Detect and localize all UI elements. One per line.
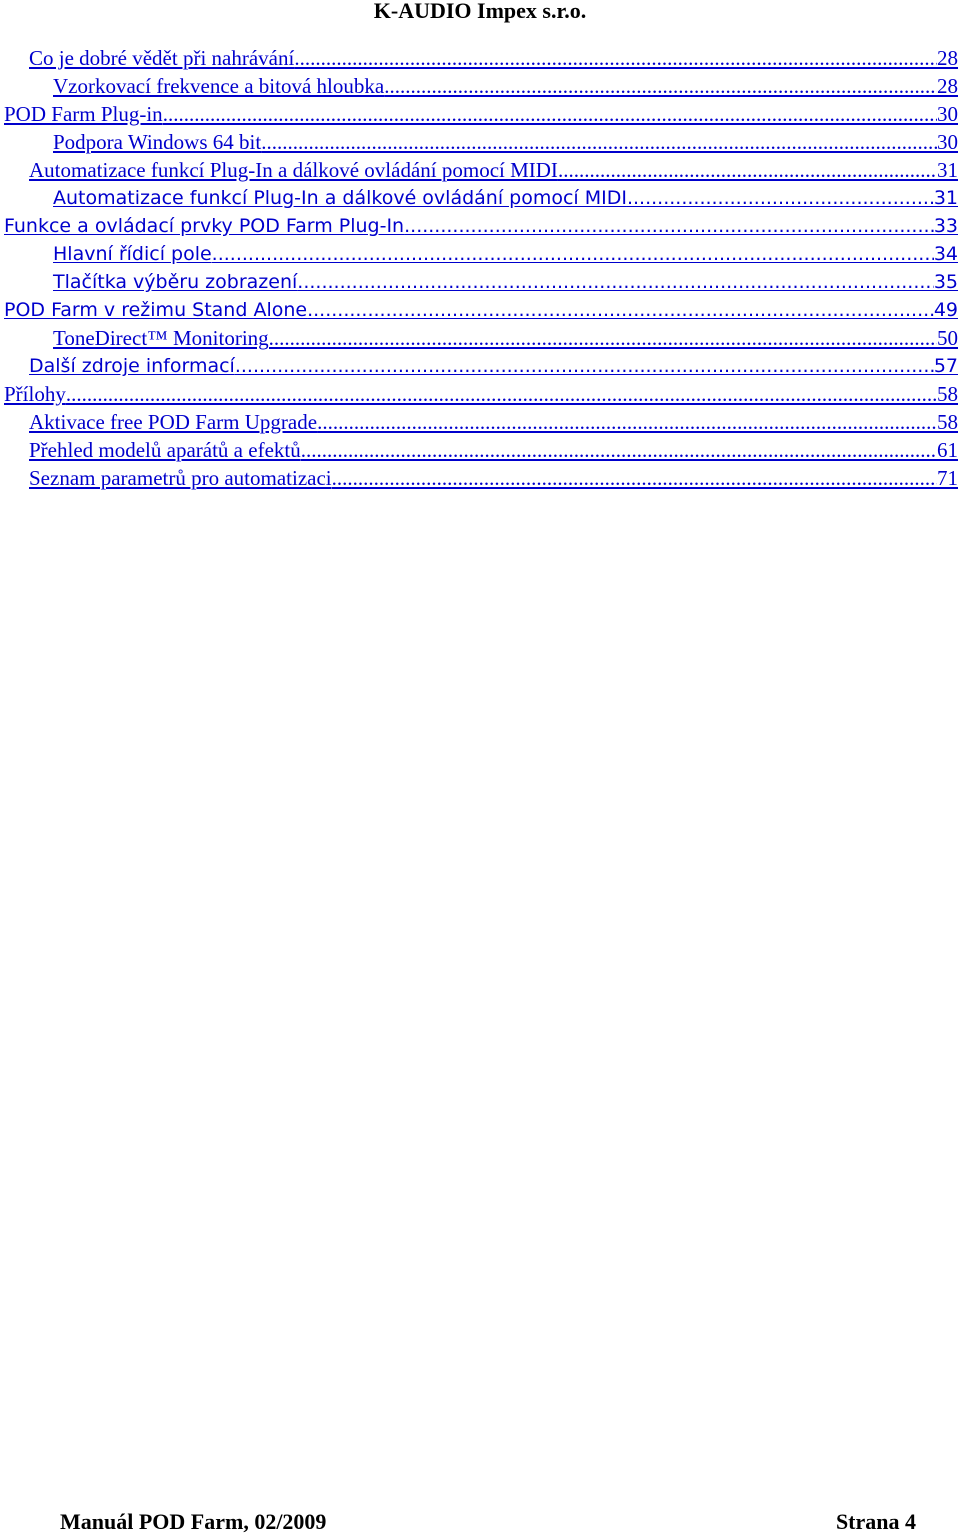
toc-entry-page: 49 (933, 299, 958, 321)
toc-entry-podpora-windows[interactable] (0, 128, 960, 156)
toc-entry-page: 31 (933, 187, 958, 209)
toc-entry-co-je-dobre[interactable] (0, 44, 960, 72)
toc-entry-automatizace-2[interactable] (0, 184, 960, 212)
toc-entry-title: Seznam parametrů pro automatizaci (29, 466, 332, 490)
toc-entry-page: 58 (937, 382, 958, 406)
toc-entry-title: Vzorkovací frekvence a bitová hloubka (53, 74, 385, 98)
page-header (0, 0, 960, 23)
toc-entry-title: Hlavní řídicí pole (53, 243, 212, 265)
company-name: K-AUDIO Impex s.r.o. (373, 0, 587, 23)
toc-entry-title: POD Farm Plug-in (4, 102, 163, 126)
toc-entry-page: 34 (933, 243, 958, 265)
toc-entry-title: Automatizace funkcí Plug-In a dálkové ovládání pomocí MIDI (53, 187, 627, 209)
toc-entry-title: Funkce a ovládací prvky POD Farm Plug-In (4, 215, 405, 237)
toc-entry-aktivace-upgrade[interactable] (0, 408, 960, 436)
toc-entry-pod-farm-plugin[interactable] (0, 100, 960, 128)
toc-entry-title: Automatizace funkcí Plug-In a dálkové ovládání pomocí MIDI (29, 158, 558, 182)
toc-leader-dots (627, 184, 934, 212)
toc-leader-dots (235, 352, 934, 380)
toc-leader-dots (269, 324, 937, 352)
toc-entry-title: Podpora Windows 64 bit (53, 130, 262, 154)
toc-entry-page: 71 (937, 466, 958, 490)
toc-entry-title: Tlačítka výběru zobrazení (53, 271, 298, 293)
toc-entry-stand-alone[interactable] (0, 296, 960, 324)
toc-entry-page: 33 (933, 215, 958, 237)
toc-entry-page: 58 (937, 410, 958, 434)
toc-entry-prilohy[interactable] (0, 380, 960, 408)
toc-entry-page: 30 (937, 130, 958, 154)
toc-leader-dots (212, 240, 934, 268)
toc-leader-dots (261, 128, 937, 156)
toc-leader-dots (332, 464, 937, 492)
toc-leader-dots (301, 436, 937, 464)
toc-entry-page: 30 (937, 102, 958, 126)
toc-leader-dots (404, 212, 934, 240)
toc-entry-page: 28 (937, 74, 958, 98)
toc-entry-page: 61 (937, 438, 958, 462)
toc-entry-hlavni-ridici-pole[interactable] (0, 240, 960, 268)
toc-leader-dots (294, 44, 937, 72)
toc-entry-title: Přehled modelů aparátů a efektů (29, 438, 301, 462)
toc-entry-page: 31 (937, 158, 958, 182)
toc-entry-page: 28 (937, 46, 958, 70)
table-of-contents (0, 44, 960, 492)
toc-entry-vzorkovaci-frekvence[interactable] (0, 72, 960, 100)
toc-entry-prehled-modelu[interactable] (0, 436, 960, 464)
toc-entry-tlacitka-vyberu[interactable] (0, 268, 960, 296)
toc-leader-dots (307, 296, 934, 324)
toc-entry-dalsi-zdroje[interactable] (0, 352, 960, 380)
toc-leader-dots (163, 100, 937, 128)
toc-entry-seznam-parametru[interactable] (0, 464, 960, 492)
toc-entry-tonedirect[interactable] (0, 324, 960, 352)
toc-leader-dots (317, 408, 937, 436)
toc-entry-page: 50 (937, 326, 958, 350)
toc-entry-page: 57 (933, 355, 958, 377)
footer-page-number: Strana 4 (835, 1509, 916, 1534)
toc-entry-title: POD Farm v režimu Stand Alone (4, 299, 308, 321)
toc-leader-dots (384, 72, 937, 100)
toc-entry-title: Další zdroje informací (29, 355, 235, 377)
toc-entry-title: Aktivace free POD Farm Upgrade (29, 410, 318, 434)
toc-entry-automatizace-1[interactable] (0, 156, 960, 184)
toc-entry-title: Co je dobré vědět při nahrávání (29, 46, 295, 70)
toc-leader-dots (66, 380, 937, 408)
toc-entry-title: Přílohy (4, 382, 66, 406)
toc-entry-page: 35 (933, 271, 958, 293)
footer-manual-title: Manuál POD Farm, 02/2009 (60, 1509, 327, 1534)
toc-entry-title: ToneDirect™ Monitoring (53, 326, 269, 350)
toc-leader-dots (558, 156, 937, 184)
page-footer (60, 1508, 916, 1536)
toc-leader-dots (297, 268, 934, 296)
toc-entry-funkce-ovladaci-prvky[interactable] (0, 212, 960, 240)
